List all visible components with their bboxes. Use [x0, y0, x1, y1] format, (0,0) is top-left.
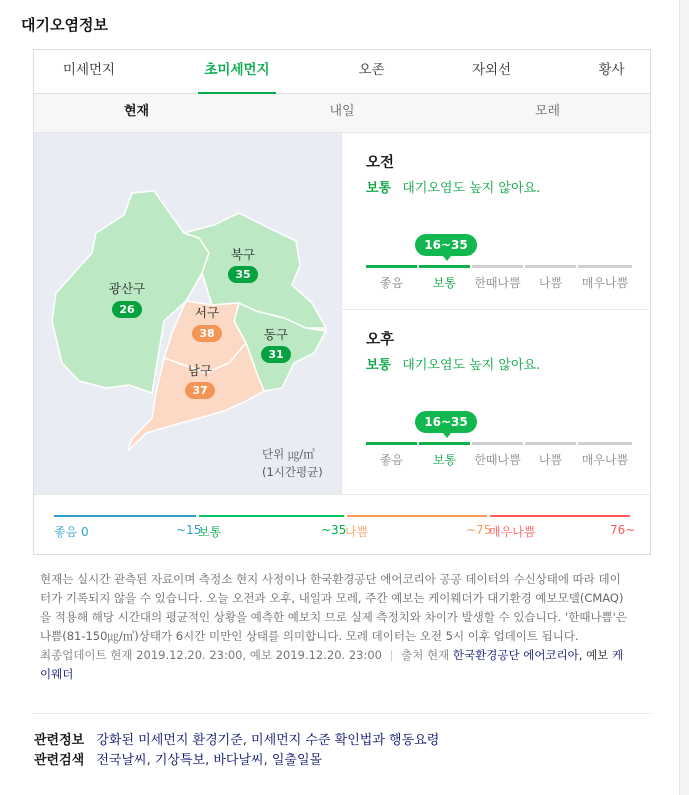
scale-label: 나쁨 — [538, 276, 563, 290]
forecast-panel — [341, 133, 650, 494]
scale-segment — [419, 442, 470, 445]
scale-label: 보통 — [432, 453, 457, 467]
notice-text: 현재는 실시간 관측된 자료이며 측정소 현지 사정이나 한국환경공단 에어코리아 공공 데이터의 수신상태에 따라 데이터가 기록되지 않을 수 있습니다. 오늘 오전과 오후, 내일과 모레, 주간 예보는 케이웨더가 대기환경 예보모델(CMAQ)을 적용해 해당 시간대의 평균적인 상황을 예측한 예보치 므로 실제 측정치와 차이가 발생할 수 있습니다. '한때나쁨'은 나쁨(81-150㎍/㎥)상태가 6시간 미만인 상태를 의미합니다. 모레 데이터는 오전 5시 이후 업데이트 됩니다. — [40, 572, 627, 643]
district-name-nam: 남구 — [187, 363, 213, 378]
source-prefix: 출처 현재 — [401, 648, 450, 662]
scale-label: 좋음 — [379, 276, 404, 290]
scale-label: 매우나쁨 — [581, 453, 629, 467]
scrollbar-track[interactable] — [679, 0, 689, 795]
related-search-row: 관련검색 전국날씨, 기상특보, 바다날씨, 일출일몰 — [34, 753, 323, 768]
source-airkorea-link[interactable]: 한국환경공단 에어코리아 — [452, 648, 579, 662]
pollutant-tabs — [34, 50, 650, 94]
district-name-gwangsan: 광산구 — [108, 281, 146, 296]
unit-note: (1시간평균) — [262, 465, 323, 479]
range-bubble: 16~35 — [415, 234, 477, 256]
tab-ozone[interactable]: 오존 — [358, 62, 385, 78]
tab-yellow-dust[interactable]: 황사 — [598, 62, 625, 78]
forecast-status — [366, 177, 540, 196]
related-search-link[interactable]: 바다날씨 — [213, 753, 264, 768]
level-scale — [366, 265, 632, 289]
related-search-link[interactable]: 전국날씨 — [96, 753, 147, 768]
scale-segment — [525, 265, 576, 268]
scale-label: 한때나쁨 — [474, 453, 521, 467]
related-info-row: 관련정보 강화된 미세먼지 환경기준, 미세먼지 수준 확인법과 행동요령 — [34, 733, 440, 748]
district-value-dong[interactable]: 31 — [261, 346, 291, 363]
scale-label: 보통 — [432, 276, 457, 290]
scale-label: 한때나쁨 — [474, 276, 521, 290]
district-value-seo[interactable]: 38 — [192, 325, 222, 342]
status-level: 보통 — [366, 181, 392, 196]
period-label: 오후 — [366, 332, 395, 348]
district-value-buk[interactable]: 35 — [228, 266, 258, 283]
legend-bar-bad — [347, 515, 487, 517]
related-search-label: 관련검색 — [34, 753, 85, 768]
forecast-am — [342, 133, 651, 309]
district-name-buk: 북구 — [230, 247, 256, 262]
related-search-link[interactable]: 기상특보 — [154, 753, 206, 768]
source-kweather-link[interactable]: 케이웨더 — [40, 648, 624, 681]
legend-good-label: 좋음 0 — [54, 525, 89, 539]
tab-ultrafine-dust[interactable]: 초미세먼지 — [198, 50, 276, 94]
forecast-status — [366, 354, 540, 373]
air-quality-panel — [33, 49, 651, 555]
unit-text: 단위 ㎍/㎥ — [262, 447, 315, 461]
related-info-label: 관련정보 — [34, 733, 85, 748]
data-notice — [40, 570, 630, 684]
legend-bar-good — [54, 515, 196, 517]
scale-segment — [578, 442, 632, 445]
subtab-now[interactable]: 현재 — [123, 104, 150, 119]
scale-segment — [578, 265, 632, 268]
subtab-day-after[interactable]: 모레 — [534, 104, 561, 119]
status-message: 대기오염도 높지 않아요. — [402, 181, 541, 196]
scale-label: 나쁨 — [538, 453, 563, 467]
forecast-pm — [342, 309, 651, 485]
related-info-link[interactable]: 강화된 미세먼지 환경기준 — [96, 733, 243, 748]
scale-segment — [472, 442, 523, 445]
time-subtabs — [34, 94, 650, 133]
scale-segment — [366, 442, 417, 445]
legend-normal-label: 보통 — [198, 525, 222, 539]
scale-segment — [366, 265, 417, 268]
tab-fine-dust[interactable]: 미세먼지 — [62, 62, 116, 78]
scale-label: 매우나쁨 — [581, 276, 629, 290]
legend-threshold-75: ~75 — [466, 523, 492, 537]
legend-threshold-76: 76~ — [610, 523, 636, 537]
legend-bar-very-bad — [490, 515, 630, 517]
scale-segment — [472, 265, 523, 268]
district-value-nam[interactable]: 37 — [185, 382, 215, 399]
period-label: 오전 — [366, 155, 395, 171]
district-value-gwangsan[interactable]: 26 — [112, 301, 142, 318]
subtab-tomorrow[interactable]: 내일 — [329, 104, 355, 119]
related-info-link[interactable]: 미세먼지 수준 확인법과 행동요령 — [251, 733, 440, 748]
level-scale — [366, 442, 632, 466]
legend-threshold-15: ~15 — [176, 523, 202, 537]
district-name-seo: 서구 — [194, 305, 220, 320]
page-title: 대기오염정보 — [21, 16, 108, 34]
unit-label — [262, 445, 323, 481]
update-source-line: 최종업데이트 현재 2019.12.20. 23:00, 예보 2019.12.20. 23:00 | 출처 현재 한국환경공단 에어코리아, 예보 케이웨더 — [40, 648, 624, 681]
range-bubble: 16~35 — [415, 411, 477, 433]
tab-uv[interactable]: 자외선 — [471, 62, 512, 78]
status-level: 보통 — [366, 358, 392, 373]
level-legend — [34, 494, 650, 554]
scale-label: 좋음 — [379, 453, 404, 467]
legend-bar-normal — [199, 515, 344, 517]
source-mid: , 예보 — [578, 648, 609, 662]
update-time: 최종업데이트 현재 2019.12.20. 23:00, 예보 2019.12.20. 23:00 — [40, 648, 382, 662]
related-section — [33, 713, 651, 771]
scale-segment — [419, 265, 470, 268]
district-name-dong: 동구 — [263, 327, 289, 342]
district-map — [34, 133, 341, 494]
legend-threshold-35: ~35 — [321, 523, 347, 537]
related-search-link[interactable]: 일출일몰 — [271, 753, 323, 768]
legend-very-bad-label: 매우나쁨 — [489, 525, 536, 539]
scale-segment — [525, 442, 576, 445]
status-message: 대기오염도 높지 않아요. — [402, 358, 541, 373]
legend-bad-label: 나쁨 — [345, 525, 369, 539]
